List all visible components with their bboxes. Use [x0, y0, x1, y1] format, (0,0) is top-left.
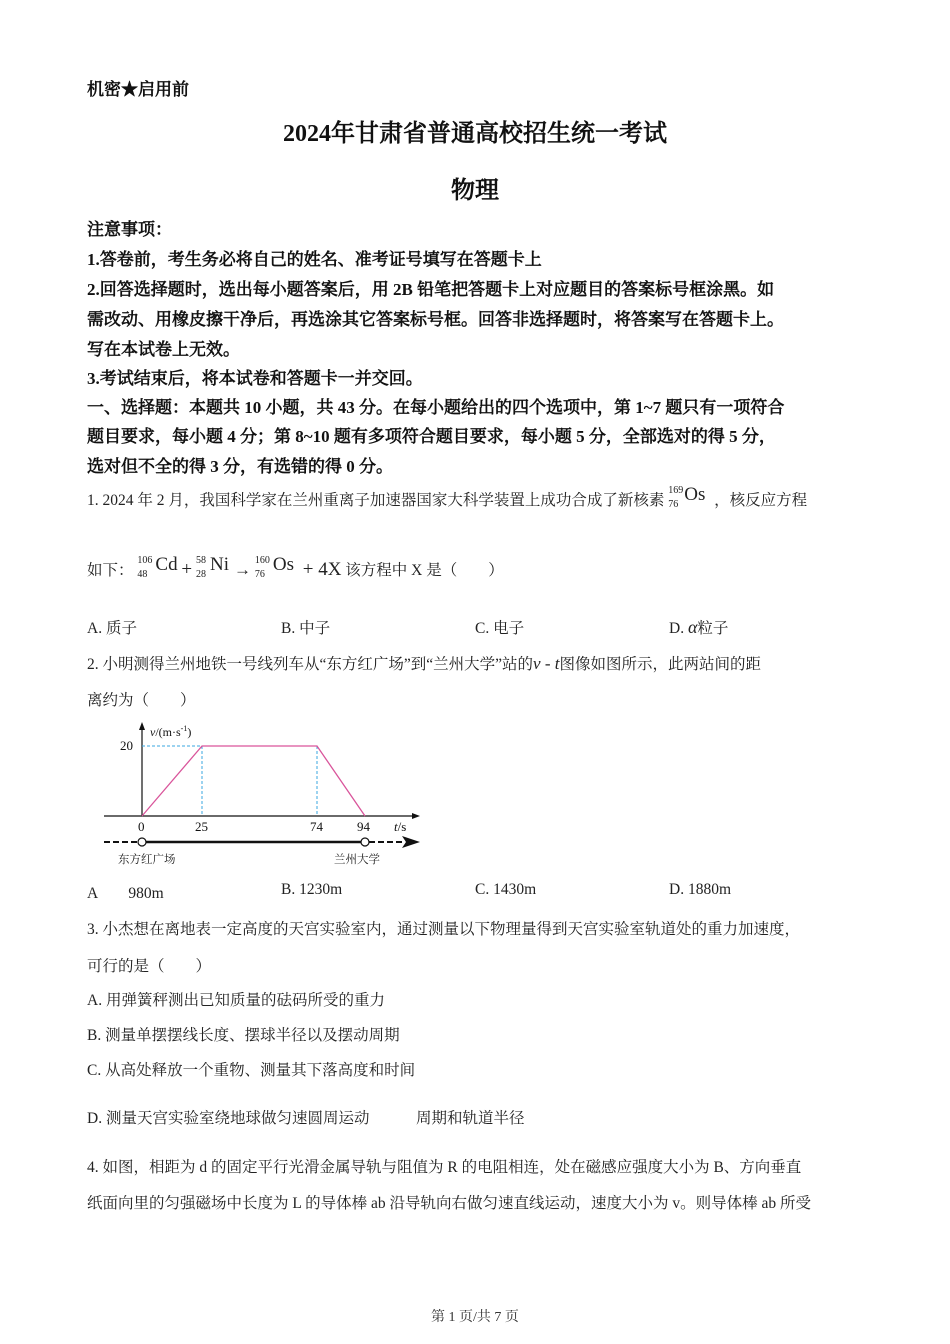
- q1-option-c[interactable]: C. 电子: [475, 620, 525, 637]
- q3-line2: 可行的是（ ）: [87, 958, 212, 975]
- section-instructions-2: 题目要求，每小题 4 分；第 8~10 题有多项符合题目要求，每小题 5 分，全部选对的得 5 分，: [87, 427, 776, 446]
- exam-title: 2024年甘肃省普通高校招生统一考试: [283, 121, 667, 147]
- y-axis-arrow-icon: [139, 722, 145, 730]
- q3-option-d[interactable]: D. 测量天宫实验室绕地球做匀速圆周运动 周期和轨道半径: [87, 1110, 525, 1127]
- note-item-3: 3.考试结束后，将本试卷和答题卡一并交回。: [87, 369, 423, 388]
- station-start-label: 东方红广场: [118, 852, 176, 866]
- velocity-curve: [142, 746, 365, 816]
- svg-text:94: 94: [357, 819, 370, 834]
- svg-text:25: 25: [195, 819, 208, 834]
- q3-option-b[interactable]: B. 测量单摆摆线长度、摆球半径以及摆动周期: [87, 1027, 400, 1044]
- page-number: 第 1 页/共 7 页: [431, 1310, 519, 1325]
- svg-text:0: 0: [138, 819, 145, 834]
- svg-text:v/(m·s-1): $v/(m\cdot s^{-1})$: [150, 724, 192, 739]
- route-arrow-icon: [402, 836, 420, 848]
- nuclide-ni: 58 28 Ni: [195, 554, 229, 581]
- q1-option-b[interactable]: B. 中子: [281, 620, 331, 637]
- section-instructions-1: 一、选择题：本题共 10 小题，共 43 分。在每小题给出的四个选项中，第 1~7 题只有一项符合: [87, 398, 785, 417]
- note-item-2: 2.回答选择题时，选出每小题答案后，用 2B 铅笔把答题卡上对应题目的答案标号框涂黑。如: [87, 280, 775, 299]
- x-axis-arrow-icon: [412, 813, 420, 819]
- q3-option-c[interactable]: C. 从高处释放一个重物、测量其下落高度和时间: [87, 1062, 416, 1079]
- notes-heading: 注意事项：: [87, 220, 172, 239]
- q1-line2: 如下： 106 48 Cd + 58 28 Ni → 160 76 Os + 4X 该方程中 X 是（ ）: [87, 554, 504, 581]
- q2-line2: 离约为（ ）: [87, 692, 196, 709]
- q1-option-a[interactable]: A. 质子: [87, 620, 137, 637]
- nuclide-cd: 106 48 Cd: [137, 554, 178, 581]
- q4-line2: 纸面向里的匀强磁场中长度为 L 的导体棒 ab 沿导轨向右做匀速直线运动，速度大小为 v。则导体棒 ab 所受: [87, 1195, 812, 1212]
- subject-title: 物理: [451, 178, 499, 204]
- svg-text:20: 20: [120, 738, 133, 753]
- q2-option-b[interactable]: B. 1230m: [281, 881, 343, 898]
- q1-line1: 1. 2024 年 2 月，我国科学家在兰州重离子加速器国家大科学装置上成功合成了新核素 169 76 Os ，核反应方程: [87, 484, 808, 511]
- note-item-2-end: 写在本试卷上无效。: [87, 340, 240, 359]
- vt-chart: [98, 720, 438, 870]
- q3-option-a[interactable]: A. 用弹簧秤测出已知质量的砝码所受的重力: [87, 992, 385, 1009]
- station-end-label: 兰州大学: [334, 852, 380, 866]
- svg-text:74: 74: [310, 819, 323, 834]
- station-marker-end: [361, 838, 369, 846]
- q2-line1: 2. 小明测得兰州地铁一号线列车从“东方红广场”到“兰州大学”站的v - t图像如图所示，此两站间的距: [87, 654, 761, 673]
- q4-line1: 4. 如图，相距为 d 的固定平行光滑金属导轨与阻值为 R 的电阻相连，处在磁感应强度大小为 B、方向垂直: [87, 1159, 802, 1176]
- q2-option-c[interactable]: C. 1430m: [475, 881, 537, 898]
- q2-option-a[interactable]: A 980m: [87, 885, 164, 902]
- section-instructions-3: 选对但不全的得 3 分，有选错的得 0 分。: [87, 457, 393, 476]
- note-item-2-cont: 需改动、用橡皮擦干净后，再选涂其它答案标号框。回答非选择题时，将答案写在答题卡上。: [87, 310, 784, 329]
- nuclide-os169: 169 76 Os: [668, 484, 706, 511]
- station-marker-start: [138, 838, 146, 846]
- svg-text:t/s: t/s: [394, 819, 407, 834]
- q1-option-d[interactable]: D. α粒子: [669, 617, 729, 637]
- q2-option-d[interactable]: D. 1880m: [669, 881, 731, 898]
- note-item-1: 1.答卷前，考生务必将自己的姓名、准考证号填写在答题卡上: [87, 250, 542, 269]
- confidential-label: 机密★启用前: [87, 80, 189, 99]
- nuclide-os160: 160 76 Os: [254, 554, 294, 581]
- q3-line1: 3. 小杰想在离地表一定高度的天宫实验室内，通过测量以下物理量得到天宫实验室轨道处的重力加速度，: [87, 921, 801, 938]
